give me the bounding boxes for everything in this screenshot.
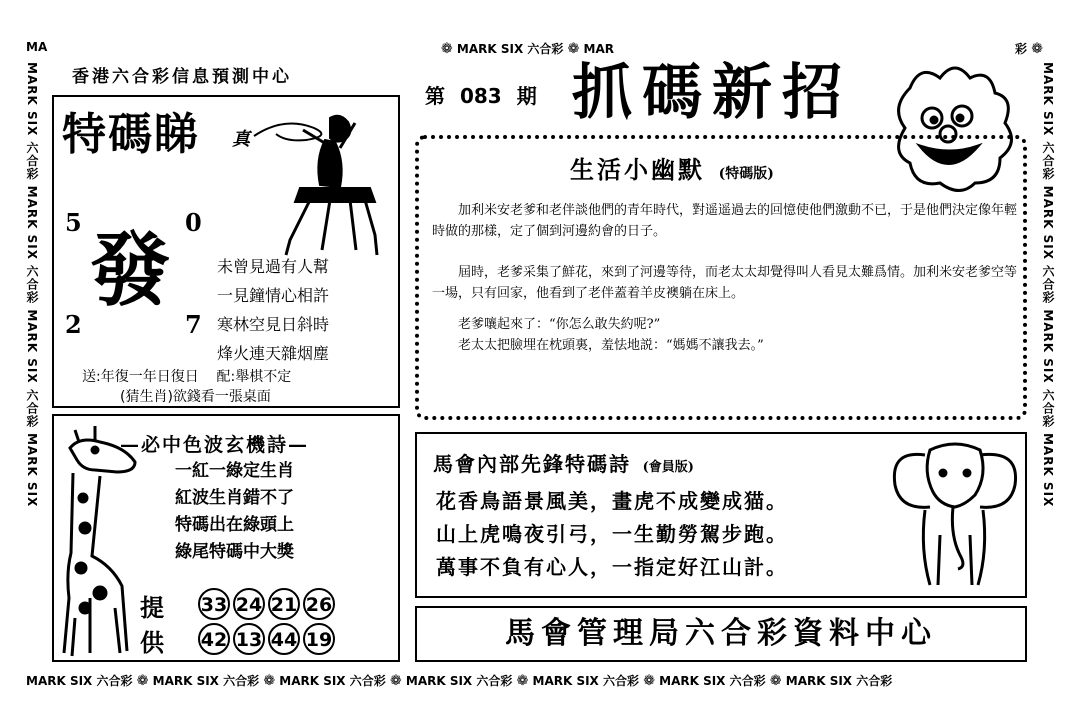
poem-line: 一紅一綠定生肖 (175, 461, 294, 481)
border-text: MARK SIX (26, 674, 93, 688)
number-top-left: 5 (65, 208, 82, 237)
poem-line: 山上虎鳴夜引弓，一生勤勞駕步跑。 (436, 522, 788, 546)
bosha-title-text: 必中色波玄機詩 (141, 434, 289, 456)
poem-line: 烽火連天雜烟塵 (217, 344, 330, 363)
issue-label (425, 80, 537, 109)
border-text: MARK SIX (785, 674, 853, 688)
number-ball: 42 (198, 623, 230, 655)
story-paragraph: 老爹嚷起來了：“你怎么敢失約呢?” (458, 317, 661, 332)
border-text: MARK SIX (405, 674, 473, 688)
issue-number: 083 (459, 84, 502, 108)
bottom-border (26, 672, 1046, 689)
humor-story (432, 200, 1017, 356)
poem-line: 特碼出在綠頭上 (175, 515, 294, 535)
poem-line: 紅波生肖錯不了 (175, 488, 294, 508)
panel-title-flourish: 真 (232, 129, 250, 150)
story-paragraph: 老太太把臉埋在枕頭裏，羞怯地説：“媽媽不讓我去。” (458, 338, 764, 353)
send-text: 年復一年日復日 (100, 369, 199, 385)
border-text: 六合彩 (603, 674, 640, 688)
border-text: 六合彩 (223, 674, 260, 688)
match-label: 配: (216, 369, 236, 385)
border-text: 六合彩 (476, 674, 513, 688)
number-ball: 26 (303, 588, 335, 620)
send-match-line (82, 366, 291, 386)
border-text: 六合彩 (729, 674, 766, 688)
flower-icon: ❁ (136, 673, 149, 689)
flower-icon: ❁ (516, 673, 529, 689)
flower-icon: ❁ (567, 41, 580, 57)
humor-tag: (特碼版) (718, 166, 774, 182)
number-ball: 19 (303, 623, 335, 655)
story-paragraph: 加利米安老爹和老伴談他們的青年時代，對遥遥過去的回憶使他們激動不已，于是他們決定像年輕時做的那樣，定了個到河邊約會的日子。 (432, 203, 1018, 239)
number-top-right: 0 (185, 208, 202, 237)
provide-label-2: 供 (140, 628, 164, 657)
issue-suffix: 期 (516, 84, 537, 108)
border-text: 六合彩 (349, 674, 386, 688)
horse-poem-title (433, 448, 694, 477)
border-text: MARK SIX (279, 674, 346, 688)
send-label: 送: (82, 369, 101, 385)
poem-line: 花香鳥語景風美，畫虎不成變成猫。 (436, 489, 788, 513)
poem-line: 綠尾特碼中大獎 (175, 542, 294, 562)
border-text: MARK SIX (532, 674, 599, 688)
horse-tag: (會員版) (642, 460, 694, 475)
number-ball: 21 (268, 588, 300, 620)
footer-banner-text: 馬會管理局六合彩資料中心 (505, 616, 937, 651)
left-side-border: MARK SIX 六合彩 MARK SIX 六合彩 MARK SIX 六合彩 MARK SIX (25, 62, 39, 508)
horse-title-text: 馬會內部先鋒特碼詩 (433, 452, 631, 476)
border-text: 彩 (1015, 42, 1028, 56)
poem-line: 一見鐘情心相許 (217, 286, 330, 305)
right-side-border: MARK SIX 六合彩 MARK SIX 六合彩 MARK SIX 六合彩 MARK SIX (1041, 62, 1055, 508)
border-text: 六合彩 (96, 674, 133, 688)
elephant (885, 435, 1025, 595)
horse-poem-lines (436, 485, 788, 584)
poem-line: 未曾見過有人幫 (217, 257, 330, 276)
number-ball: 33 (198, 588, 230, 620)
numbers-row-2 (198, 623, 338, 655)
number-ball: 24 (233, 588, 265, 620)
poem-line: 寒林空見日斜時 (217, 315, 330, 334)
flower-icon: ❁ (263, 673, 276, 689)
riddle-line: (猜生肖)欲錢看一張桌面 (120, 389, 271, 405)
number-ball: 44 (268, 623, 300, 655)
flower-icon: ❁ (1031, 41, 1043, 57)
number-bottom-right: 7 (185, 310, 202, 339)
story-paragraph: 屆時，老爹采集了鮮花，來到了河邊等待，而老太太却覺得叫人看見太難爲情。加利米安老爹空等一場，只有回家，他看到了老伴蓋着羊皮襖躺在床上。 (432, 265, 1018, 301)
number-bottom-left: 2 (65, 310, 82, 339)
border-text: MARK SIX (456, 42, 524, 56)
bosha-poem (175, 458, 294, 566)
number-ball: 13 (233, 623, 265, 655)
flower-icon: ❁ (389, 673, 402, 689)
main-title: 抓碼新招 (572, 58, 852, 128)
woman-figure (270, 110, 390, 260)
match-text: 舉棋不定 (235, 369, 292, 385)
center-name: 香港六合彩信息預測中心 (72, 67, 292, 87)
top-border-left: MA (26, 40, 48, 54)
top-border-center (441, 40, 614, 57)
provide-label-1: 提 (140, 593, 164, 622)
border-text: MAR (583, 42, 615, 56)
border-text: MARK SIX (152, 674, 219, 688)
humor-title (570, 150, 774, 185)
border-text: 六合彩 (527, 42, 564, 56)
poem-line: 萬事不負有心人，一指定好江山計。 (436, 555, 788, 579)
issue-prefix: 第 (425, 84, 445, 108)
top-border-right (1015, 40, 1043, 57)
panel-title: 特碼睇 (62, 109, 200, 160)
border-text: MARK SIX (659, 674, 726, 688)
humor-title-text: 生活小幽默 (570, 155, 705, 184)
panel-poem (217, 252, 329, 368)
big-char: 發 (90, 223, 170, 317)
bosha-title: —必中色波玄機詩— (120, 434, 310, 456)
flower-icon: ❁ (441, 41, 453, 57)
numbers-row-1 (198, 588, 338, 620)
border-text: 六合彩 (856, 674, 893, 688)
flower-icon: ❁ (769, 673, 782, 689)
flower-icon: ❁ (643, 673, 655, 689)
